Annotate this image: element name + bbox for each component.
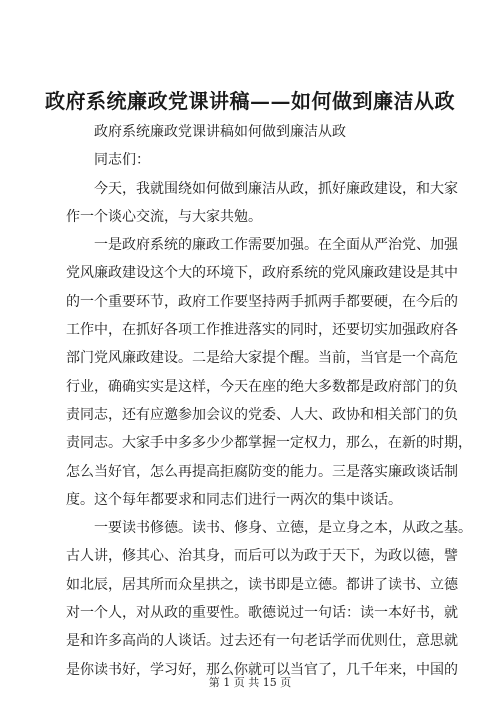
text-line: 的一个重要环节，政府工作要坚持两手抓两手都要硬，在今后的 xyxy=(66,293,458,310)
text-line: 是和许多高尚的人谈话。过去还有一句老话学而优则仕，意思就 xyxy=(66,633,458,650)
text-line: 同志们： xyxy=(94,152,150,169)
document-body xyxy=(66,118,472,684)
text-line: 部门党风廉政建设。二是给大家提个醒。当前，当官是一个高危 xyxy=(66,350,458,367)
text-line: 一是政府系统的廉政工作需要加强。在全面从严治党、加强 xyxy=(94,237,458,254)
text-line: 党风廉政建设这个大的环境下，政府系统的党风廉政建设是其中 xyxy=(66,265,458,282)
text-line: 作一个谈心交流，与大家共勉。 xyxy=(66,208,262,225)
page-footer: 第 1 页 共 15 页 xyxy=(208,676,292,689)
text-line: 工作中，在抓好各项工作推进落实的同时，还要切实加强政府各 xyxy=(66,322,458,339)
text-line: 行业，确确实实是这样，今天在座的绝大多数都是政府部门的负 xyxy=(66,378,458,395)
text-line: 今天，我就围绕如何做到廉洁从政，抓好廉政建设，和大家 xyxy=(94,180,458,197)
text-line: 政府系统廉政党课讲稿如何做到廉洁从政 xyxy=(94,124,346,140)
text-line: 一要读书修德。读书、修身、立德，是立身之本，从政之基。 xyxy=(94,520,472,537)
text-line: 对一个人，对从政的重要性。歌德说过一句话：读一本好书，就 xyxy=(66,605,458,622)
text-line: 责同志。大家手中多多少少都掌握一定权力，那么，在新的时期， xyxy=(66,435,472,452)
text-line: 如北辰，居其所而众星拱之，读书即是立德。都讲了读书、立德 xyxy=(66,576,458,593)
document-title: 政府系统廉政党课讲稿——如何做到廉洁从政 xyxy=(45,89,455,113)
text-line: 古人讲，修其心、治其身，而后可以为政于天下，为政以德，譬 xyxy=(66,548,458,565)
text-line: 责同志，还有应邀参加会议的党委、人大、政协和相关部门的负 xyxy=(66,406,458,423)
text-line: 是你读书好，学习好，那么你就可以当官了，几千年来，中国的 xyxy=(66,661,458,678)
text-line: 怎么当好官，怎么再提高拒腐防变的能力。三是落实廉政谈话制 xyxy=(66,463,458,480)
text-line: 度。这个每年都要求和同志们进行一两次的集中谈话。 xyxy=(66,491,402,508)
